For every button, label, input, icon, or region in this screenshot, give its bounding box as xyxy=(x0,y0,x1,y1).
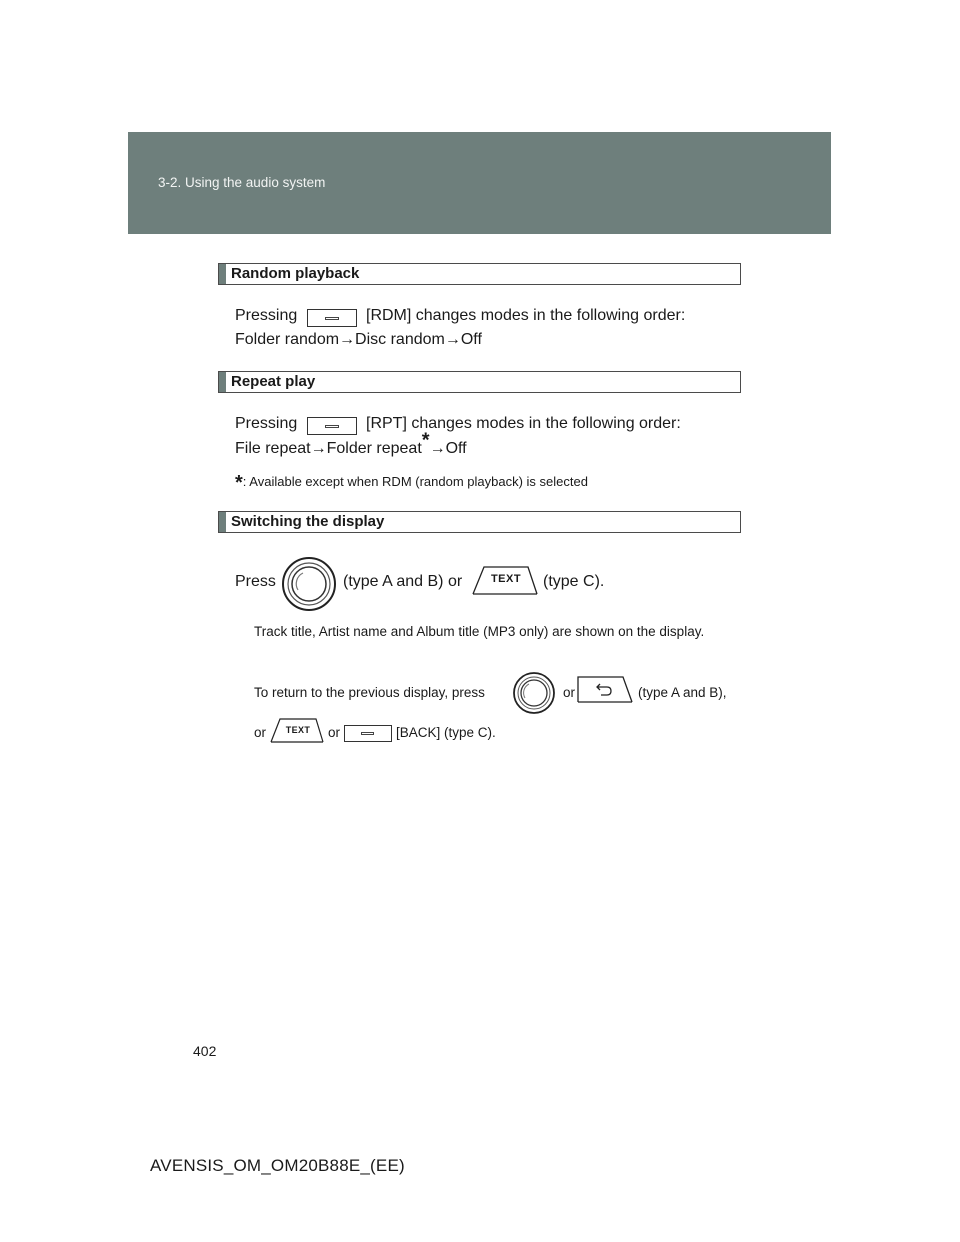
display-note-track-info: Track title, Artist name and Album title (MP3 only) are shown on the display. xyxy=(254,624,705,639)
random-instruction: [RDM] changes modes in the following order: xyxy=(366,307,686,324)
repeat-order-star: * xyxy=(421,429,430,452)
text-button-label: TEXT xyxy=(285,725,311,735)
footnote-star: * xyxy=(235,472,243,494)
repeat-order-end: →Off xyxy=(429,440,467,457)
footnote-text: : Available except when RDM (random playback) is selected xyxy=(242,474,588,489)
section-title: Switching the display xyxy=(231,513,385,530)
rpt-button-icon xyxy=(307,417,357,435)
back-button-icon xyxy=(577,676,633,704)
random-order: Folder random→Disc random→Off xyxy=(235,331,482,348)
display-note-return: To return to the previous display, press xyxy=(254,685,485,700)
repeat-order xyxy=(235,429,467,458)
back-type-c-text: [BACK] (type C). xyxy=(396,725,496,740)
section-switching-display xyxy=(218,511,741,533)
or-text: or xyxy=(328,725,341,740)
rdm-button-icon xyxy=(307,309,357,327)
text-button-label: TEXT xyxy=(490,573,522,585)
section-accent xyxy=(219,372,226,392)
document-code: AVENSIS_OM_OM20B88E_(EE) xyxy=(150,1156,405,1175)
back-button-icon xyxy=(344,725,392,742)
type-ab-text: (type A and B), xyxy=(638,685,727,700)
repeat-instruction: [RPT] changes modes in the following order: xyxy=(366,415,681,432)
section-random-playback xyxy=(218,263,741,285)
repeat-order-start: File repeat→Folder repeat xyxy=(235,440,422,457)
or-text: or xyxy=(254,725,267,740)
display-type-ab-or: (type A and B) or xyxy=(343,573,463,590)
section-accent xyxy=(219,512,226,532)
display-press-text: Press xyxy=(235,573,276,590)
knob-icon xyxy=(512,671,556,715)
section-title: Repeat play xyxy=(231,373,316,390)
repeat-footnote xyxy=(235,472,588,495)
or-text: or xyxy=(563,685,576,700)
repeat-pressing-text: Pressing xyxy=(235,415,298,432)
section-repeat-play xyxy=(218,371,741,393)
chapter-title: 3-2. Using the audio system xyxy=(158,175,326,190)
chapter-header xyxy=(128,132,831,234)
knob-icon xyxy=(281,556,337,612)
section-accent xyxy=(219,264,226,284)
page-number: 402 xyxy=(193,1043,217,1059)
random-pressing-text: Pressing xyxy=(235,307,298,324)
display-type-c: (type C). xyxy=(543,573,605,590)
section-title: Random playback xyxy=(231,265,360,282)
